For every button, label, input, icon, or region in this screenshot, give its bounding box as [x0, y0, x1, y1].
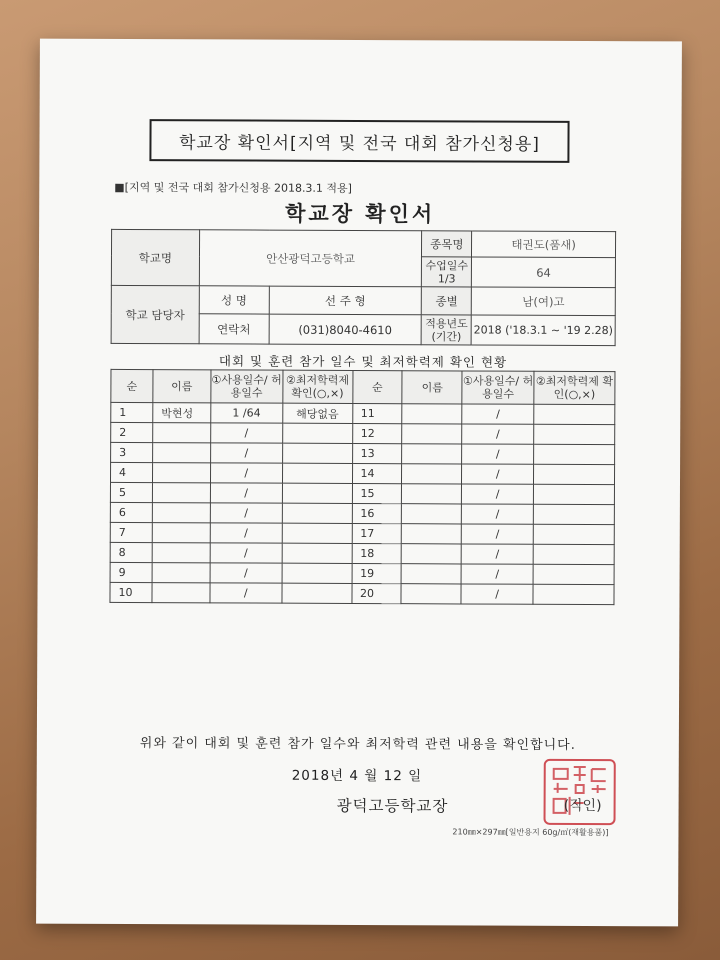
name-label: 성 명 — [199, 286, 269, 314]
student-name — [153, 423, 211, 443]
column-header: ②최저학력제 확인(○,×) — [282, 370, 352, 403]
days-used: / — [210, 423, 282, 443]
days-value: 64 — [472, 257, 616, 288]
grade-check — [282, 543, 352, 563]
days-used: / — [462, 404, 534, 424]
grade-check — [534, 424, 615, 444]
school-label: 학교명 — [111, 229, 199, 285]
student-name — [153, 443, 211, 463]
section-title: 대회 및 훈련 참가 일수 및 최저학력제 확인 현황 — [218, 353, 508, 370]
student-name — [401, 564, 461, 584]
student-name — [152, 463, 210, 483]
grade-check — [534, 444, 615, 464]
participation-table — [109, 369, 615, 605]
row-number: 18 — [352, 543, 402, 563]
student-name — [152, 543, 210, 563]
grade-check — [533, 524, 614, 544]
column-header: ②최저학력제 확인(○,×) — [534, 371, 615, 404]
grade-check — [533, 564, 614, 584]
table-row — [111, 422, 615, 444]
days-used: / — [462, 424, 534, 444]
row-number: 15 — [352, 483, 402, 503]
row-number: 17 — [352, 523, 402, 543]
days-used: / — [461, 584, 533, 604]
year-label: 적용년도 (기간) — [421, 315, 471, 345]
student-name — [402, 504, 462, 524]
grade-check — [533, 544, 614, 564]
column-header: 이름 — [402, 371, 462, 404]
official-seal — [544, 759, 616, 825]
form-header-box: 학교장 확인서[지역 및 전국 대회 참가신청용] — [149, 119, 569, 163]
days-used: / — [210, 523, 282, 543]
student-name — [152, 483, 210, 503]
table-row — [111, 442, 615, 464]
table-row — [110, 462, 614, 484]
confirmation-text: 위와 같이 대회 및 훈련 참가 일수와 최저학력 관련 내용을 확인합니다. — [139, 736, 576, 753]
year-value: 2018 ('18.3.1 ~ '19 2.28) — [471, 315, 615, 346]
row-number: 16 — [352, 503, 402, 523]
grade-check — [534, 464, 615, 484]
manager-label: 학교 담당자 — [111, 285, 199, 343]
principal-name: 광덕고등학교장 — [336, 796, 449, 816]
days-used: / — [210, 443, 282, 463]
row-number: 6 — [110, 502, 152, 522]
row-number: 11 — [352, 403, 402, 423]
column-header: 이름 — [153, 370, 211, 403]
grade-check — [282, 443, 352, 463]
event-label: 종목명 — [422, 231, 472, 257]
student-name — [402, 404, 462, 424]
school-value: 안산광덕고등학교 — [199, 230, 422, 287]
student-name — [152, 563, 210, 583]
grade-check — [282, 483, 352, 503]
days-used: / — [462, 464, 534, 484]
grade-check — [282, 563, 352, 583]
student-name — [402, 464, 462, 484]
grade-check — [533, 504, 614, 524]
row-number: 19 — [352, 563, 402, 583]
column-header: ①사용일수/ 허용일수 — [211, 370, 283, 403]
days-label: 수업일수 1/3 — [422, 257, 472, 287]
column-header: ①사용일수/ 허용일수 — [462, 371, 534, 404]
row-number: 4 — [110, 462, 152, 482]
column-header: 순 — [352, 370, 402, 403]
seal-label: (직인) — [563, 797, 602, 815]
student-name — [152, 503, 210, 523]
student-name — [152, 523, 210, 543]
days-used: / — [210, 463, 282, 483]
table-row — [110, 522, 614, 544]
table-row — [110, 482, 614, 504]
grade-check — [534, 484, 615, 504]
days-used: / — [462, 484, 534, 504]
gender-label: 종별 — [422, 287, 472, 315]
row-number: 9 — [110, 562, 152, 582]
student-name — [402, 424, 462, 444]
row-number: 10 — [110, 582, 152, 602]
days-used: / — [210, 503, 282, 523]
row-number: 12 — [352, 423, 402, 443]
row-number: 8 — [110, 542, 152, 562]
paper-spec-footer: 210㎜×297㎜[일반용지 60g/㎡(재활용품)] — [452, 827, 609, 838]
table-row — [110, 542, 614, 564]
student-name — [402, 444, 462, 464]
grade-check: 해당없음 — [282, 403, 352, 423]
days-used: 1 /64 — [211, 403, 283, 423]
row-number: 5 — [110, 482, 152, 502]
grade-check — [282, 423, 352, 443]
event-value: 태권도(품새) — [472, 231, 616, 258]
document-paper — [36, 39, 682, 927]
days-used: / — [461, 564, 533, 584]
grade-check — [282, 503, 352, 523]
days-used: / — [210, 563, 282, 583]
document-title: 학교장 확인서 — [285, 201, 436, 227]
table-header-row — [111, 369, 615, 404]
days-used: / — [210, 483, 282, 503]
row-number: 1 — [111, 402, 153, 422]
student-name — [402, 484, 462, 504]
row-number: 2 — [111, 422, 153, 442]
column-header: 순 — [111, 369, 153, 402]
contact-label: 연락처 — [199, 314, 269, 344]
grade-check — [282, 523, 352, 543]
student-name — [401, 584, 461, 604]
row-number: 3 — [111, 442, 153, 462]
row-number: 20 — [351, 583, 401, 603]
row-number: 13 — [352, 443, 402, 463]
days-used: / — [210, 583, 282, 603]
table-row — [110, 502, 614, 524]
table-row — [111, 402, 615, 424]
date-text: 2018년 4 월 12 일 — [291, 767, 423, 785]
row-number: 14 — [352, 463, 402, 483]
grade-check — [282, 463, 352, 483]
student-name — [402, 544, 462, 564]
days-used: / — [461, 524, 533, 544]
grade-check — [533, 584, 614, 604]
days-used: / — [462, 444, 534, 464]
student-name — [402, 524, 462, 544]
name-value: 선 주 형 — [269, 286, 422, 315]
school-info-table — [111, 229, 616, 346]
row-number: 7 — [110, 522, 152, 542]
days-used: / — [210, 543, 282, 563]
application-note: ■[지역 및 전국 대회 참가신청용 2018.3.1 적용] — [114, 180, 353, 195]
grade-check — [282, 583, 352, 603]
table-row — [110, 562, 614, 584]
gender-value: 남(여)고 — [471, 287, 615, 316]
days-used: / — [461, 544, 533, 564]
contact-value: (031)8040-4610 — [269, 314, 422, 345]
student-name — [152, 583, 210, 603]
table-row — [110, 582, 614, 604]
student-name: 박현성 — [153, 403, 211, 423]
days-used: / — [462, 504, 534, 524]
grade-check — [534, 404, 615, 424]
